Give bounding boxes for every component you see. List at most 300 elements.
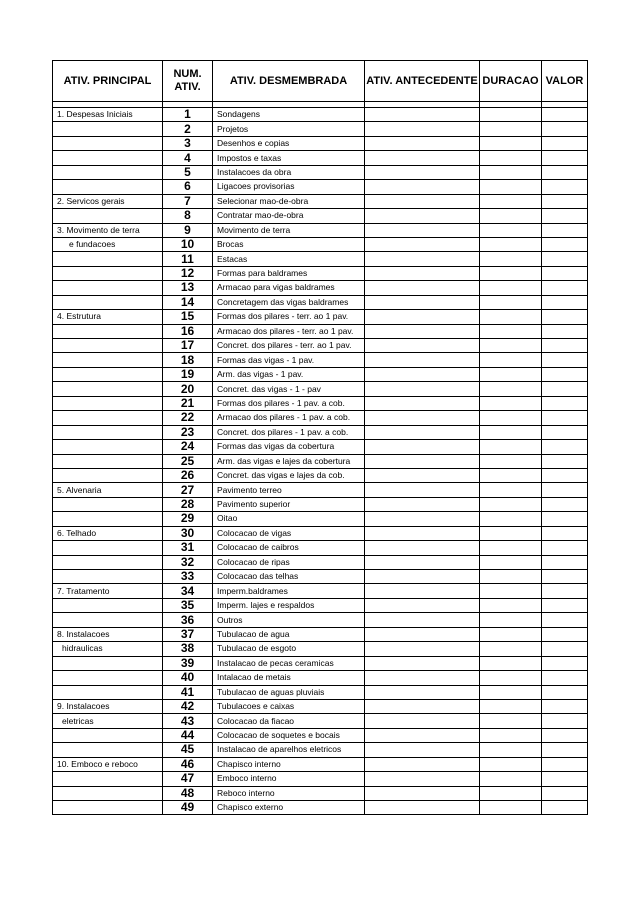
cell-principal [53,728,163,742]
cell-antecedente [365,339,480,353]
cell-duracao [480,339,542,353]
cell-antecedente [365,353,480,367]
cell-desmembrada: Formas dos pilares - 1 pav. a cob. [213,396,365,410]
cell-principal [53,454,163,468]
cell-desmembrada: Armacao dos pilares - terr. ao 1 pav. [213,324,365,338]
cell-desmembrada: Tubulacoes e caixas [213,699,365,713]
table-row [53,468,588,482]
cell-num: 10 [163,237,213,251]
cell-num: 18 [163,353,213,367]
cell-principal [53,512,163,526]
cell-duracao [480,151,542,165]
cell-antecedente [365,310,480,324]
cell-duracao [480,801,542,815]
cell-desmembrada: Formas dos pilares - terr. ao 1 pav. [213,310,365,324]
header-valor: VALOR [542,61,588,102]
cell-num: 3 [163,136,213,150]
cell-valor [542,598,588,612]
header-antecedente [365,61,480,102]
activity-sheet [52,60,588,815]
cell-num: 17 [163,339,213,353]
cell-duracao [480,454,542,468]
cell-principal [53,497,163,511]
cell-duracao [480,627,542,641]
cell-num: 13 [163,281,213,295]
cell-desmembrada: Movimento de terra [213,223,365,237]
cell-principal [53,743,163,757]
cell-valor [542,295,588,309]
cell-num: 31 [163,541,213,555]
cell-valor [542,209,588,223]
cell-num: 49 [163,801,213,815]
cell-principal: 9. Instalacoes [53,699,163,713]
cell-duracao [480,613,542,627]
cell-principal [53,339,163,353]
cell-valor [542,685,588,699]
cell-num: 45 [163,743,213,757]
table-row [53,440,588,454]
cell-valor [542,541,588,555]
cell-num: 20 [163,382,213,396]
cell-antecedente [365,526,480,540]
cell-valor [542,411,588,425]
cell-num: 34 [163,584,213,598]
cell-desmembrada: Tubulacao de esgoto [213,642,365,656]
table-row [53,454,588,468]
cell-principal [53,468,163,482]
header-desmembrada: ATIV. DESMEMBRADA [213,61,365,102]
cell-antecedente [365,772,480,786]
cell-duracao [480,526,542,540]
cell-desmembrada: Sondagens [213,108,365,122]
cell-principal: 3. Movimento de terra [53,223,163,237]
cell-principal: 5. Alvenaria [53,483,163,497]
cell-principal [53,570,163,584]
cell-desmembrada: Colocacao de soquetes e bocais [213,728,365,742]
table-row [53,497,588,511]
cell-duracao [480,743,542,757]
cell-desmembrada: Ligacoes provisorias [213,180,365,194]
cell-antecedente [365,541,480,555]
cell-num: 29 [163,512,213,526]
cell-num: 40 [163,671,213,685]
cell-duracao [480,122,542,136]
cell-num: 8 [163,209,213,223]
cell-num: 38 [163,642,213,656]
cell-principal [53,541,163,555]
cell-principal [53,772,163,786]
cell-antecedente [365,165,480,179]
cell-num: 27 [163,483,213,497]
cell-valor [542,396,588,410]
cell-desmembrada: Concret. das vigas e lajes da cob. [213,468,365,482]
table-row [53,252,588,266]
cell-principal [53,252,163,266]
cell-desmembrada: Colocacao de caibros [213,541,365,555]
table-row [53,411,588,425]
cell-valor [542,367,588,381]
header-principal: ATIV. PRINCIPAL [53,61,163,102]
cell-principal [53,396,163,410]
cell-num: 9 [163,223,213,237]
cell-duracao [480,772,542,786]
cell-valor [542,223,588,237]
cell-antecedente [365,656,480,670]
cell-antecedente [365,209,480,223]
cell-duracao [480,295,542,309]
table-row [53,627,588,641]
table-row [53,598,588,612]
cell-antecedente [365,396,480,410]
cell-valor [542,425,588,439]
cell-num: 43 [163,714,213,728]
cell-antecedente [365,613,480,627]
cell-num: 12 [163,266,213,280]
cell-num: 32 [163,555,213,569]
cell-antecedente [365,122,480,136]
cell-antecedente [365,786,480,800]
cell-antecedente [365,671,480,685]
table-row [53,570,588,584]
cell-principal [53,656,163,670]
cell-valor [542,310,588,324]
cell-valor [542,497,588,511]
cell-duracao [480,497,542,511]
table-row [53,339,588,353]
cell-duracao [480,136,542,150]
cell-antecedente [365,151,480,165]
cell-duracao [480,382,542,396]
cell-antecedente [365,728,480,742]
cell-principal [53,122,163,136]
cell-valor [542,108,588,122]
cell-antecedente [365,685,480,699]
cell-num: 15 [163,310,213,324]
cell-desmembrada: Pavimento terreo [213,483,365,497]
cell-principal [53,209,163,223]
cell-desmembrada: Brocas [213,237,365,251]
cell-antecedente [365,454,480,468]
cell-desmembrada: Chapisco externo [213,801,365,815]
cell-desmembrada: Armacao para vigas baldrames [213,281,365,295]
cell-principal: 10. Emboco e reboco [53,757,163,771]
cell-duracao [480,757,542,771]
cell-desmembrada: Arm. das vigas - 1 pav. [213,367,365,381]
cell-desmembrada: Pavimento superior [213,497,365,511]
cell-duracao [480,598,542,612]
cell-num: 41 [163,685,213,699]
cell-desmembrada: Instalacao de pecas ceramicas [213,656,365,670]
cell-num: 25 [163,454,213,468]
cell-valor [542,743,588,757]
table-row [53,512,588,526]
cell-principal [53,180,163,194]
cell-antecedente [365,136,480,150]
table-row [53,367,588,381]
cell-antecedente [365,223,480,237]
table-row [53,526,588,540]
table-row [53,699,588,713]
table-row [53,714,588,728]
cell-antecedente [365,714,480,728]
table-row [53,786,588,800]
cell-valor [542,454,588,468]
table-row [53,151,588,165]
cell-desmembrada: Tubulacao de agua [213,627,365,641]
table-row [53,122,588,136]
cell-duracao [480,310,542,324]
cell-num: 6 [163,180,213,194]
cell-principal [53,613,163,627]
cell-duracao [480,786,542,800]
cell-valor [542,281,588,295]
cell-principal [53,440,163,454]
cell-principal [53,786,163,800]
cell-desmembrada: Instalacoes da obra [213,165,365,179]
cell-num: 2 [163,122,213,136]
table-row [53,223,588,237]
table-row [53,324,588,338]
cell-valor [542,151,588,165]
cell-principal: 7. Tratamento [53,584,163,598]
table-row [53,382,588,396]
cell-duracao [480,656,542,670]
cell-num: 4 [163,151,213,165]
cell-antecedente [365,555,480,569]
header-num [163,61,213,102]
cell-duracao [480,281,542,295]
table-row [53,281,588,295]
cell-duracao [480,252,542,266]
cell-duracao [480,223,542,237]
table-row [53,555,588,569]
cell-valor [542,122,588,136]
table-row [53,136,588,150]
cell-principal [53,598,163,612]
cell-valor [542,180,588,194]
cell-num: 46 [163,757,213,771]
cell-valor [542,555,588,569]
table-row [53,685,588,699]
cell-num: 37 [163,627,213,641]
cell-num: 1 [163,108,213,122]
cell-antecedente [365,324,480,338]
cell-principal [53,353,163,367]
table-row [53,743,588,757]
cell-duracao [480,714,542,728]
cell-valor [542,468,588,482]
cell-num: 30 [163,526,213,540]
table-row [53,295,588,309]
cell-valor [542,642,588,656]
header-num-label: NUM. ATIV. [173,68,202,93]
cell-duracao [480,194,542,208]
cell-duracao [480,324,542,338]
cell-valor [542,699,588,713]
cell-desmembrada: Colocacao das telhas [213,570,365,584]
cell-duracao [480,440,542,454]
table-row [53,541,588,555]
cell-valor [542,382,588,396]
cell-antecedente [365,468,480,482]
cell-antecedente [365,699,480,713]
cell-principal [53,801,163,815]
cell-antecedente [365,642,480,656]
cell-principal [53,165,163,179]
cell-valor [542,757,588,771]
cell-desmembrada: Tubulacao de aguas pluviais [213,685,365,699]
cell-principal [53,555,163,569]
table-row [53,180,588,194]
cell-principal: 2. Servicos gerais [53,194,163,208]
activities-table [52,60,588,815]
cell-principal: 1. Despesas Iniciais [53,108,163,122]
cell-desmembrada: Colocacao da fiacao [213,714,365,728]
cell-num: 26 [163,468,213,482]
cell-antecedente [365,570,480,584]
cell-antecedente [365,382,480,396]
table-row [53,310,588,324]
cell-valor [542,165,588,179]
cell-valor [542,613,588,627]
cell-principal: eletricas [53,714,163,728]
table-row [53,613,588,627]
table-row [53,728,588,742]
header-row [53,61,588,102]
cell-valor [542,656,588,670]
table-row [53,209,588,223]
cell-antecedente [365,237,480,251]
cell-desmembrada: Estacas [213,252,365,266]
cell-desmembrada: Selecionar mao-de-obra [213,194,365,208]
cell-duracao [480,180,542,194]
cell-duracao [480,209,542,223]
cell-principal: 4. Estrutura [53,310,163,324]
table-row [53,757,588,771]
cell-valor [542,714,588,728]
cell-desmembrada: Colocacao de ripas [213,555,365,569]
cell-antecedente [365,598,480,612]
cell-duracao [480,425,542,439]
cell-num: 28 [163,497,213,511]
cell-valor [542,801,588,815]
cell-valor [542,324,588,338]
cell-antecedente [365,367,480,381]
table-row [53,266,588,280]
cell-valor [542,627,588,641]
cell-duracao [480,555,542,569]
cell-valor [542,671,588,685]
cell-duracao [480,685,542,699]
cell-duracao [480,396,542,410]
cell-valor [542,526,588,540]
cell-num: 19 [163,367,213,381]
cell-desmembrada: Arm. das vigas e lajes da cobertura [213,454,365,468]
cell-duracao [480,671,542,685]
table-row [53,642,588,656]
cell-num: 16 [163,324,213,338]
cell-valor [542,194,588,208]
cell-num: 21 [163,396,213,410]
cell-principal [53,671,163,685]
cell-valor [542,136,588,150]
table-row [53,656,588,670]
cell-principal [53,382,163,396]
cell-num: 7 [163,194,213,208]
header-antecedente-label: ATIV. ANTECEDENTE [366,74,478,87]
cell-valor [542,728,588,742]
cell-antecedente [365,584,480,598]
cell-num: 23 [163,425,213,439]
header-duracao: DURACAO [480,61,542,102]
cell-desmembrada: Armacao dos pilares - 1 pav. a cob. [213,411,365,425]
cell-desmembrada: Oitao [213,512,365,526]
table-row [53,801,588,815]
cell-principal: hidraulicas [53,642,163,656]
cell-antecedente [365,295,480,309]
cell-num: 5 [163,165,213,179]
cell-duracao [480,728,542,742]
cell-antecedente [365,440,480,454]
table-row [53,396,588,410]
cell-valor [542,786,588,800]
cell-duracao [480,108,542,122]
cell-duracao [480,570,542,584]
table-row [53,772,588,786]
cell-antecedente [365,627,480,641]
cell-principal [53,324,163,338]
cell-antecedente [365,108,480,122]
cell-duracao [480,411,542,425]
cell-duracao [480,512,542,526]
table-row [53,353,588,367]
cell-antecedente [365,743,480,757]
cell-valor [542,772,588,786]
cell-valor [542,237,588,251]
cell-desmembrada: Imperm. lajes e respaldos [213,598,365,612]
cell-principal [53,425,163,439]
cell-desmembrada: Formas para baldrames [213,266,365,280]
table-row [53,483,588,497]
cell-duracao [480,699,542,713]
cell-antecedente [365,180,480,194]
cell-principal [53,151,163,165]
cell-num: 33 [163,570,213,584]
cell-principal [53,685,163,699]
cell-desmembrada: Formas das vigas - 1 pav. [213,353,365,367]
cell-valor [542,570,588,584]
cell-num: 35 [163,598,213,612]
cell-desmembrada: Intalacao de metais [213,671,365,685]
cell-duracao [480,584,542,598]
cell-desmembrada: Colocacao de vigas [213,526,365,540]
cell-antecedente [365,411,480,425]
cell-desmembrada: Impostos e taxas [213,151,365,165]
cell-num: 11 [163,252,213,266]
cell-antecedente [365,252,480,266]
table-row [53,108,588,122]
cell-duracao [480,483,542,497]
cell-num: 47 [163,772,213,786]
cell-num: 24 [163,440,213,454]
cell-antecedente [365,512,480,526]
cell-duracao [480,266,542,280]
table-row [53,237,588,251]
cell-valor [542,266,588,280]
cell-principal [53,136,163,150]
cell-desmembrada: Imperm.baldrames [213,584,365,598]
cell-num: 22 [163,411,213,425]
